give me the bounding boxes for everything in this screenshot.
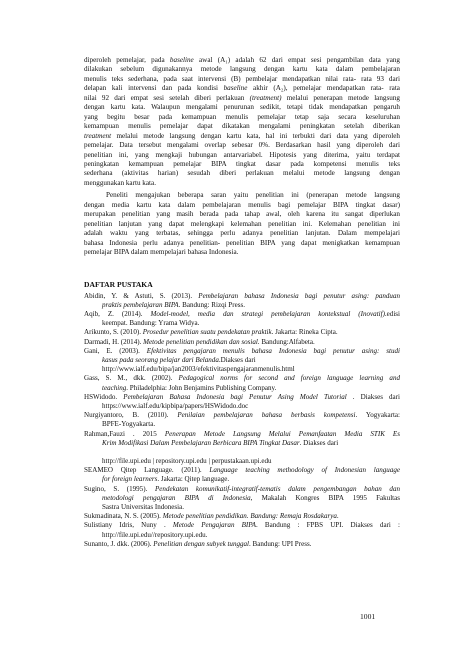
reference-entry [84,374,400,392]
text-line: yang begitu besar pada kemampuan menulis pemelajar tetap saja secara keseluruhan [84,112,400,121]
reference-line: HSWidodo. Pembelajaran Bahasa Indonesia bagi Penutur Asing Model Tutorial . Diakses dari [84,392,400,401]
reference-line: Gani, E. (2003). Efektivitas pengajaran menulis bahasa Indonesia bagi penutur asing: studi [84,346,400,355]
reference-line: Gass, S. M., dkk. (2002). Pedagogical norms for second and foreign language learning and [84,374,400,383]
text-line: dilakukan sebelum digunakannya metode langsung dengan kartu kata dalam pembelajaran [84,65,400,74]
reference-line[interactable]: http://www.ialf.edu/bipa/jan2003/efektivitaspengajaranmenulis.html [102,365,295,374]
reference-line: Sulistiany Idris, Nuny . Metode Pengajaran BIPA. Bandung : FPBS UPI. Diakses dari : [84,521,400,530]
text-line: diperoleh pemelajar, pada baseline awal (A₁) adalah 62 dari empat sesi pengambilan data yang [84,56,401,64]
reference-entry [84,466,400,484]
text-line: nilai 92 dari empat sesi setelah diberi perlakuan (treatment) melalui penerapan metode langsung [84,93,400,102]
page-number: 1001 [360,612,376,621]
reference-line: teaching. Philadelphia: John Benjamins Publishing Company. [102,383,277,392]
reference-entry [84,512,400,521]
reference-line: kasus pada seorang pelajar dari Belanda.Diakses dari [102,355,256,364]
text-line: penelitian ini, yang mengkaji hubungan antarvariabel. Hipotesis yang diterima, yaitu terdapat [84,150,400,159]
reference-entry [84,347,400,375]
text-line: merupakan penelitian yang masih berada pada tahap awal, oleh karena itu sangat diperlukan [84,210,400,219]
reference-line: Darmadi, H. (2014). Metode penelitian pendidikan dan sosial. Bandung:Alfabeta. [84,337,315,346]
reference-line: SEAMEO Qitep Language. (2011). Language teaching methodology of Indonesian language [84,466,400,475]
references-heading: DAFTAR PUSTAKA [84,279,153,289]
reference-line: Sukmadinata, N. S. (2005). Metode penelitian pendidikan. Bandung: Remaja Rosdakarya. [84,512,339,521]
reference-entry [84,328,400,337]
text-line: menggunakan kartu kata. [84,178,156,187]
reference-line: Sugino, S. (1995). Pendekatan komunikatif-integratif-tematis dalam pengembangan bahan dan [84,484,401,493]
reference-line: keempat. Bandung: Yrama Widya. [102,319,200,328]
reference-line[interactable]: https://www.ialf.edu/kipbipa/papers/HSWidodo.doc [102,401,249,410]
reference-line: metodologi pengajaran BIPA di Indonesia, Makalah Kongres BIPA 1995 Fakultas [102,493,400,502]
text-line: kemampuan menulis pemelajar dapat dikatakan mengalami peningkatan setelah diberikan [84,122,400,131]
text-line: bahasa Indonesia perlu adanya penelitian- penelitian BIPA yang dapat menigkatkan kemampuan [84,238,400,247]
text-line: delapan kali intervensi dan pada kondisi baseline akhir (A₂), pemelajar mendapatkan rata- rata [84,84,400,93]
reference-line: Nurgiyantoro, B. (2010). Penilaian pembelajaran bahasa berbasis kompetensi. Yogyakarta: [84,411,400,420]
text-line: pemelajar. Data tersebut mengalami overlap sebesar 0%. Berdasarkan hasil yang diperoleh dari [84,141,400,150]
reference-entry [84,430,400,467]
text-line: adalah waktu yang terbatas, sehingga perlu adanya penelitian lanjutan. Dalam mempelajari [84,229,400,238]
text-line: menulis teks sederhana, pada saat intervensi (B) pembelajar mendapatkan nilai rata- rata 93 dari [84,74,400,83]
reference-entry [84,292,400,310]
reference-list [84,292,400,549]
reference-line: Rahman,Fauzi . 2015 Penerapan Metode Langsung Melalui Pemanfaatan Media STIK Es [84,429,400,438]
reference-line: Abidin, Y. & Astuti, S. (2013). Pembelajaran bahasa Indonesia bagi penutur asing: panduan [84,291,400,300]
reference-entry [84,485,400,513]
reference-line: Arikunto, S. (2010). Prosedur penelitian suatu pendekatan praktik. Jakarta: Rineka Cipta. [84,328,338,337]
reference-entry [84,393,400,411]
reference-line: Sunanto, J. dkk. (2006). Penelitian dengan subyek tunggal. Bandung: UPI Press. [84,539,312,548]
body-paragraph-1 [84,56,400,188]
text-line: Peneliti mengajukan beberapa saran yaitu penelitian ini (penerapan metode langsung [106,191,400,200]
reference-line: praktis pembelajaran BIPA. Bandung: Rizqi Press. [102,300,245,309]
text-line: peningkatan kemampuan pemelajar BIPA tingkat dasar pada kompetensi menulis teks [84,159,400,168]
text-line: penelitian lanjutan yang dapat melengkapi kelemahan penelitian ini. Kelemahan penelitian ini [84,219,400,228]
body-paragraph-2 [84,191,400,257]
reference-entry [84,521,400,539]
text-line: dengan media kartu kata dalam pembelajaran menulis bagi pemelajar BIPA tingkat dasar) [84,200,400,209]
reference-line[interactable]: http://file.upi.edu | repository.upi.edu | perpustakaan.upi.edu [102,456,272,465]
reference-line: Krim Modifikasi Dalam Pembelajaran Berbicara BIPA Tingkat Dasar. Diakses dari [102,438,339,447]
reference-line: Aqib, Z. (2014). Model-model, media dan strategi pembelajaran kontekstual (Inovatif).edisi [84,309,400,318]
reference-entry [84,540,400,549]
text-line: sederhana (aktivitas harian) sesudah diberi perlakuan melalui metode langsung dengan [84,169,400,178]
text-line: dengan kartu kata. Walaupun mengalami penurunan sedikit, tetapi tidak mendapatkan pengaruh [84,103,400,112]
text-line: treatment melalui metode langsung dengan kartu kata, hal ini terbukti dari data yang diperoleh [84,131,400,140]
reference-entry [84,411,400,429]
reference-line: Sastra Universitas Indonesia. [102,502,184,511]
reference-entry [84,338,400,347]
reference-entry [84,310,400,328]
reference-line: BPFE-Yogyakarta. [102,420,156,429]
reference-line[interactable]: http://file.upi.edu//repository.upi.edu. [102,530,208,539]
reference-line: for foreign learners. Jakarta: Qitep language. [102,475,230,484]
text-line: pemelajar BIPA dalam mempelajari bahasa Indonesia. [84,248,239,257]
